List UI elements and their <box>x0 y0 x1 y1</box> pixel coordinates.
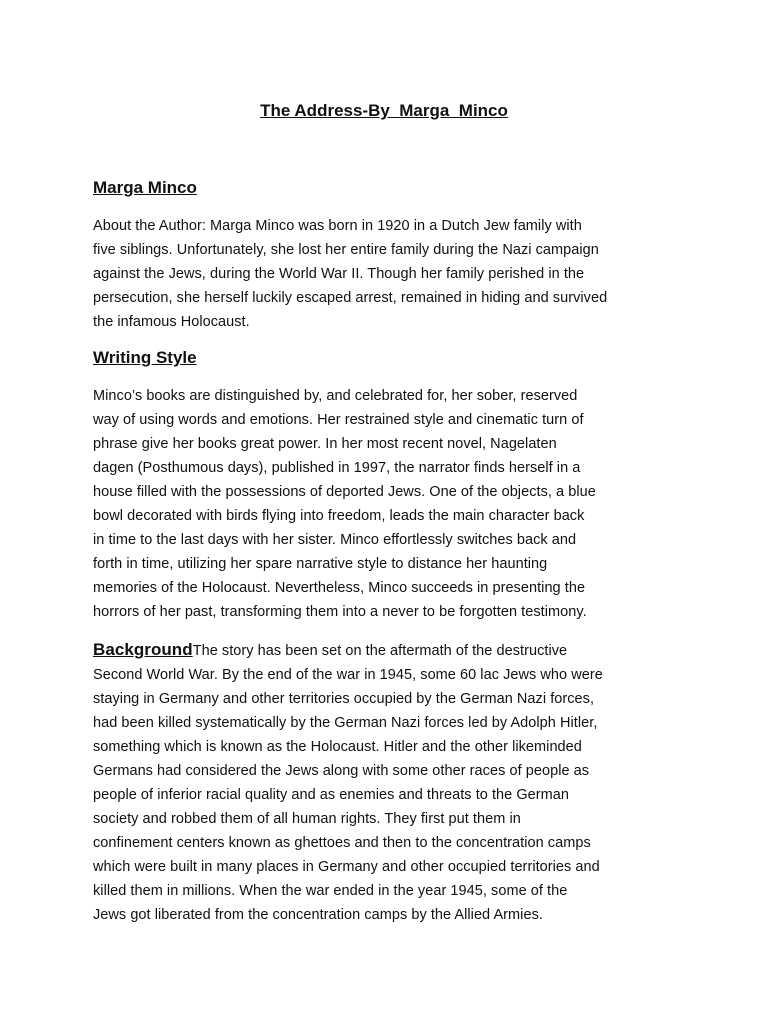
text-line: the infamous Holocaust. <box>93 314 250 330</box>
heading-marga-minco: Marga Minco <box>93 178 197 197</box>
text-line: horrors of her past, transforming them into a never to be forgotten testimony. <box>93 604 587 620</box>
heading-writing-style: Writing Style <box>93 348 197 367</box>
background-first-line: The story has been set on the aftermath of the destructive <box>192 643 568 659</box>
text-line: society and robbed them of all human rights. They first put them in <box>93 811 521 827</box>
text-line: had been killed systematically by the German Nazi forces led by Adolph Hitler, <box>93 715 598 731</box>
paragraph-background <box>93 638 693 927</box>
text-line: dagen (Posthumous days), published in 1997, the narrator finds herself in a <box>93 460 581 476</box>
text-line: killed them in millions. When the war ended in the year 1945, some of the <box>93 883 568 899</box>
text-line: in time to the last days with her sister. Minco effortlessly switches back and <box>93 532 577 548</box>
text-line: Minco’s books are distinguished by, and celebrated for, her sober, reserved <box>93 388 578 404</box>
text-line: forth in time, utilizing her spare narrative style to distance her haunting <box>93 556 548 572</box>
text-line: staying in Germany and other territories occupied by the German Nazi forces, <box>93 691 595 707</box>
text-line: house filled with the possessions of deported Jews. One of the objects, a blue <box>93 484 596 500</box>
text-line: bowl decorated with birds flying into freedom, leads the main character back <box>93 508 585 524</box>
text-line: About the Author: Marga Minco was born in 1920 in a Dutch Jew family with <box>93 218 582 234</box>
text-line: Germans had considered the Jews along with some other races of people as <box>93 763 590 779</box>
paragraph-writing-style <box>93 384 693 624</box>
document-title: The Address-By Marga Minco <box>260 101 508 120</box>
heading-background: Background <box>93 640 193 659</box>
text-line: five siblings. Unfortunately, she lost her entire family during the Nazi campaign <box>93 242 599 258</box>
text-line: against the Jews, during the World War II. Though her family perished in the <box>93 266 585 282</box>
text-line: people of inferior racial quality and as enemies and threats to the German <box>93 787 570 803</box>
text-line: which were built in many places in Germany and other occupied territories and <box>93 859 600 875</box>
text-line <box>93 638 693 663</box>
text-line: something which is known as the Holocaust. Hitler and the other likeminded <box>93 739 582 755</box>
text-line: memories of the Holocaust. Nevertheless, Minco succeeds in presenting the <box>93 580 586 596</box>
paragraph-about-author <box>93 214 693 334</box>
text-line: phrase give her books great power. In her most recent novel, Nagelaten <box>93 436 557 452</box>
text-line: Jews got liberated from the concentration camps by the Allied Armies. <box>93 907 543 923</box>
text-line: Second World War. By the end of the war in 1945, some 60 lac Jews who were <box>93 667 603 683</box>
text-line: confinement centers known as ghettoes and then to the concentration camps <box>93 835 591 851</box>
text-line: persecution, she herself luckily escaped arrest, remained in hiding and survived <box>93 290 608 306</box>
text-line: way of using words and emotions. Her restrained style and cinematic turn of <box>93 412 584 428</box>
